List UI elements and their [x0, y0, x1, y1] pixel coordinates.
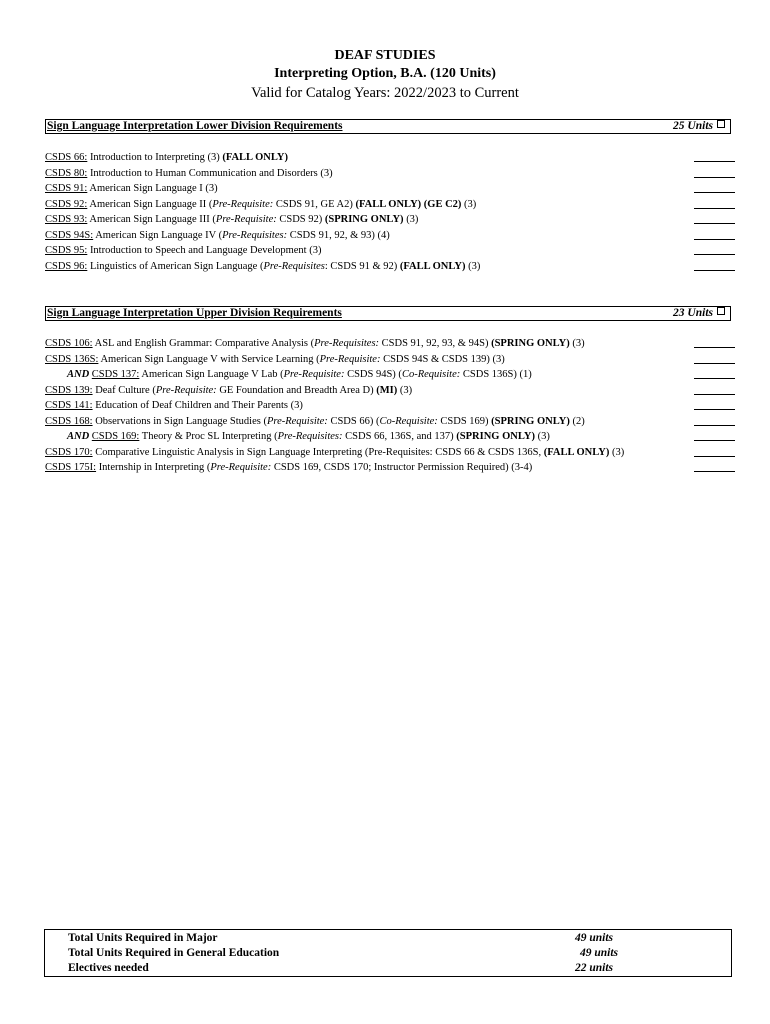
prerequisite-label: Pre-Requisite: — [283, 369, 345, 380]
grade-blank-line[interactable] — [694, 223, 735, 224]
total-ge-row — [68, 946, 708, 961]
lower-division-course-list — [45, 150, 735, 274]
course-description: CSDS 66) ( — [327, 415, 380, 427]
grade-blank-line[interactable] — [694, 239, 735, 240]
course-row — [45, 243, 735, 259]
course-code-link[interactable]: CSDS 106: — [45, 338, 93, 349]
grade-blank-line[interactable] — [694, 471, 735, 472]
prerequisite-label: Pre-Requisites: — [314, 338, 380, 349]
course-description: Observations in Sign Language Studies ( — [92, 415, 267, 427]
course-code-link[interactable]: CSDS 93: — [45, 214, 88, 225]
course-row — [45, 445, 735, 461]
course-row — [45, 367, 735, 383]
program-title: DEAF STUDIES — [334, 48, 436, 63]
course-description: CSDS 169) — [437, 415, 492, 427]
prerequisite-label: Pre-Requisite: — [215, 214, 277, 225]
upper-units-text: 23 Units — [673, 307, 713, 319]
course-row — [45, 398, 735, 414]
course-row — [45, 228, 735, 244]
checkbox-icon[interactable] — [717, 307, 725, 315]
course-description: Deaf Culture ( — [92, 384, 156, 396]
course-row — [45, 150, 735, 166]
course-description: (2) — [569, 415, 585, 427]
term-note: (FALL ONLY) — [399, 260, 466, 272]
grade-blank-line[interactable] — [694, 425, 735, 426]
course-code-link[interactable]: CSDS 169: — [91, 431, 140, 442]
term-note: (FALL ONLY) (GE C2) — [355, 198, 462, 210]
prerequisite-label: Pre-Requisite: — [155, 384, 217, 396]
prerequisite-label: Pre-Requisite: — [319, 353, 381, 365]
prerequisite-label: Pre-Requisite: — [212, 198, 274, 210]
term-note: (MI) — [376, 384, 398, 396]
course-description: (3) — [461, 198, 477, 210]
corequisite-label: Co-Requisite: — [401, 369, 461, 380]
grade-blank-line[interactable] — [694, 440, 735, 441]
course-description: Education of Deaf Children and Their Parents (3) — [92, 400, 303, 411]
course-code-link[interactable]: CSDS 94S: — [45, 229, 94, 241]
course-code-link[interactable]: CSDS 136S: — [45, 353, 99, 365]
prerequisite-label: Pre-Requisite: — [210, 462, 272, 473]
course-row — [45, 414, 735, 430]
total-value: 49 units — [575, 932, 614, 944]
total-label: Electives needed — [68, 962, 149, 974]
course-row — [45, 166, 735, 182]
grade-blank-line[interactable] — [694, 456, 735, 457]
course-description: CSDS 91, 92, 93, & 94S) — [379, 338, 492, 349]
and-connector: AND — [67, 369, 90, 380]
prerequisite-label: Pre-Requisites: — [222, 229, 288, 241]
grade-blank-line[interactable] — [694, 192, 735, 193]
lower-division-heading — [45, 119, 731, 134]
term-note: (FALL ONLY) — [222, 152, 288, 163]
total-major-row — [68, 931, 708, 946]
course-code-link[interactable]: CSDS 170: — [45, 446, 93, 458]
course-row — [45, 383, 735, 399]
course-row — [45, 181, 735, 197]
course-description: American Sign Language I (3) — [87, 183, 218, 194]
course-code-link[interactable]: CSDS 141: — [45, 400, 93, 411]
grade-blank-line[interactable] — [694, 270, 735, 271]
course-description: Introduction to Speech and Language Development (3) — [87, 245, 322, 256]
course-code-link[interactable]: CSDS 137: — [91, 369, 140, 380]
upper-division-heading — [45, 306, 731, 321]
course-row — [45, 212, 735, 228]
grade-blank-line[interactable] — [694, 394, 735, 395]
course-description: Internship in Interpreting ( — [96, 462, 211, 473]
document-header — [0, 47, 770, 103]
course-description: CSDS 94S) ( — [344, 369, 402, 380]
total-label: Total Units Required in Major — [68, 932, 218, 944]
course-description: GE Foundation and Breadth Area D) — [216, 384, 377, 396]
prerequisite-label: Pre-Requisites: — [277, 431, 343, 442]
course-description: American Sign Language V Lab ( — [139, 369, 284, 380]
checkbox-icon[interactable] — [717, 120, 725, 128]
grade-blank-line[interactable] — [694, 161, 735, 162]
course-description: Linguistics of American Sign Language ( — [87, 260, 264, 272]
course-description: American Sign Language V with Service Learning ( — [98, 353, 320, 365]
course-description: American Sign Language III ( — [87, 214, 216, 225]
course-row — [45, 259, 735, 275]
grade-blank-line[interactable] — [694, 363, 735, 364]
course-code-link[interactable]: CSDS 96: — [45, 260, 88, 272]
option-subtitle: Interpreting Option, B.A. (120 Units) — [274, 66, 496, 81]
prerequisite-label: Pre-Requisite: — [266, 415, 328, 427]
corequisite-label: Co-Requisite: — [379, 415, 438, 427]
course-code-link[interactable]: CSDS 91: — [45, 183, 88, 194]
course-code-link[interactable]: CSDS 168: — [45, 415, 93, 427]
lower-division-units — [673, 120, 725, 133]
course-row — [45, 352, 735, 368]
course-description: CSDS 91, 92, & 93) (4) — [287, 229, 390, 241]
upper-division-label: Sign Language Interpretation Upper Division Requirements — [47, 307, 342, 319]
course-description: (3) — [609, 446, 625, 458]
term-note: (FALL ONLY) — [543, 446, 610, 458]
course-description: (3) — [397, 384, 413, 396]
course-description: Introduction to Human Communication and Disorders (3) — [87, 167, 333, 179]
course-description: (3) — [465, 260, 481, 272]
course-description: Comparative Linguistic Analysis in Sign Language Interpreting (Pre-Requisites: CSDS 66 & CSDS 136S, — [92, 446, 544, 458]
course-description: (3) — [534, 431, 550, 442]
lower-division-label: Sign Language Interpretation Lower Division Requirements — [47, 120, 343, 132]
grade-blank-line[interactable] — [694, 347, 735, 348]
course-row — [45, 460, 735, 476]
course-description: (3) — [403, 214, 419, 225]
course-description: CSDS 66, 136S, and 137) — [342, 431, 457, 442]
course-description: American Sign Language IV ( — [93, 229, 223, 241]
electives-row — [68, 961, 708, 976]
lower-units-text: 25 Units — [673, 120, 713, 132]
prerequisite-label: Pre-Requisites — [263, 260, 325, 272]
course-code-link[interactable]: CSDS 139: — [45, 384, 93, 396]
course-row — [45, 197, 735, 213]
total-label: Total Units Required in General Education — [68, 947, 280, 959]
course-description: CSDS 136S) (1) — [460, 369, 532, 380]
course-description: Introduction to Interpreting (3) — [87, 152, 223, 163]
total-value: 49 units — [580, 947, 619, 959]
term-note: (SPRING ONLY) — [491, 415, 570, 427]
grade-blank-line[interactable] — [694, 378, 735, 379]
course-description: CSDS 169, CSDS 170; Instructor Permission Required) (3-4) — [271, 462, 533, 473]
grade-blank-line[interactable] — [694, 254, 735, 255]
course-description: : CSDS 91 & 92) — [324, 260, 400, 272]
course-description: ASL and English Grammar: Comparative Analysis ( — [92, 338, 315, 349]
grade-blank-line[interactable] — [694, 177, 735, 178]
course-code-link[interactable]: CSDS 92: — [45, 198, 88, 210]
term-note: (SPRING ONLY) — [491, 338, 570, 349]
term-note: (SPRING ONLY) — [324, 214, 404, 225]
course-description: CSDS 91, GE A2) — [273, 198, 356, 210]
term-note: (SPRING ONLY) — [456, 431, 535, 442]
total-value: 22 units — [575, 962, 614, 974]
totals-box — [44, 929, 732, 977]
course-code-link[interactable]: CSDS 80: — [45, 167, 88, 179]
course-description: CSDS 92) — [276, 214, 325, 225]
and-connector: AND — [67, 431, 90, 442]
course-description: Theory & Proc SL Interpreting ( — [139, 431, 278, 442]
course-code-link[interactable]: CSDS 175I: — [45, 462, 97, 473]
course-row — [45, 429, 735, 445]
upper-division-units — [673, 307, 725, 320]
catalog-years: Valid for Catalog Years: 2022/2023 to Current — [251, 85, 519, 101]
upper-division-course-list — [45, 336, 735, 476]
grade-blank-line[interactable] — [694, 409, 735, 410]
course-code-link[interactable]: CSDS 66: — [45, 152, 88, 163]
course-description: American Sign Language II ( — [87, 198, 213, 210]
course-description: CSDS 94S & CSDS 139) (3) — [380, 353, 505, 365]
course-row — [45, 336, 735, 352]
grade-blank-line[interactable] — [694, 208, 735, 209]
course-description: (3) — [569, 338, 585, 349]
course-code-link[interactable]: CSDS 95: — [45, 245, 88, 256]
